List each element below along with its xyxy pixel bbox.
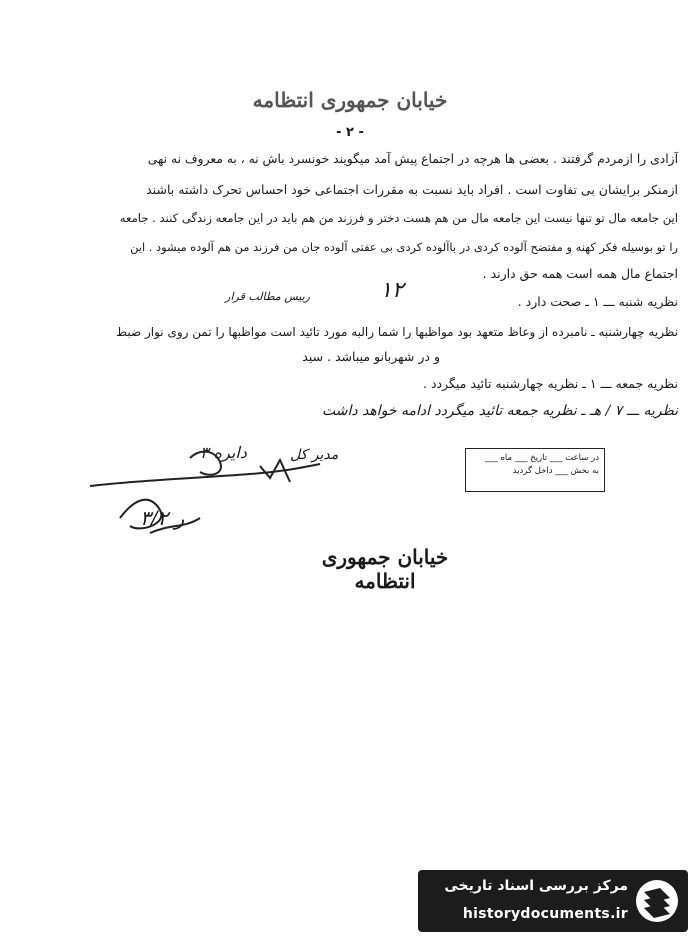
handwritten-signature xyxy=(80,438,370,548)
handwritten-circle-number: ۱۲ xyxy=(380,278,404,303)
text-line-2: ازمنکر برایشان بی تفاوت است . افراد باید نسبت به مقررات اجتماعی خود احساس تحرک داشته باشند xyxy=(146,182,678,197)
signature-label-1: دایره ۳ xyxy=(200,443,247,462)
stamp-line-2: به بخش ___ داخل گردید xyxy=(512,465,599,476)
text-line-4: را تو بوسیله فکر کهنه و مفتضح آلوده کردی در باآلوده کردی بی عفتی آلوده جان من فرزند من هم آلوده میشود . این xyxy=(130,240,678,254)
archive-url: historydocuments.ir xyxy=(462,906,628,922)
archive-book-icon xyxy=(634,878,680,924)
text-line-3: این جامعه مال تو تنها نیست این جامعه مال من هم هست دختر و فرزند من هم باید در این جامعه زندگی کنند . جامعه xyxy=(119,211,678,225)
text-line-1: آزادی را ازمردم گرفتند . بعضی ها هرچه در اجتماع پیش آمد میگویند خونسرد باش نه ، به معروف نه نهی xyxy=(147,152,678,166)
receipt-stamp xyxy=(465,448,605,492)
text-line-7: نظریه چهارشنبه ـ نامبرده از وعاظ متعهد بود مواظبها را شما رالبه مورد تائید است مواظبها را تمن روی نوار ضبط xyxy=(115,325,678,339)
signature-label-2: ر ۳/۲ xyxy=(140,506,185,530)
stamp-line-1: در ساعت ___ تاریخ ___ ماه ___ xyxy=(485,453,599,463)
text-line-10: نظریه ـــ ۷ / هـ ـ نظریه جمعه تائید میگردد ادامه خواهد داشت xyxy=(322,403,678,419)
page-number: - ۲ - xyxy=(336,125,364,140)
document-footer-title: خیابان جمهوری انتظامه xyxy=(321,545,449,593)
text-line-9: نظریه جمعه ـــ ۱ ـ نظریه چهارشنبه تائید میگردد . xyxy=(423,376,678,391)
text-line-8: و در شهربانو میباشد . سید xyxy=(302,349,440,364)
document-header-title: خیابان جمهوری انتظامه xyxy=(252,88,448,112)
text-line-6: نظریه شنبه ـــ ۱ ـ صحت دارد . xyxy=(517,294,678,309)
handwritten-margin-note: رییس مطالب قرار xyxy=(225,290,310,303)
archive-name-fa: مرکز بررسی اسناد تاریخی xyxy=(444,878,628,894)
signature-label-name: مدیر کل xyxy=(290,447,339,463)
archive-watermark-logo xyxy=(418,870,688,932)
text-line-5: اجتماع مال همه است همه حق دارند . xyxy=(482,266,678,281)
